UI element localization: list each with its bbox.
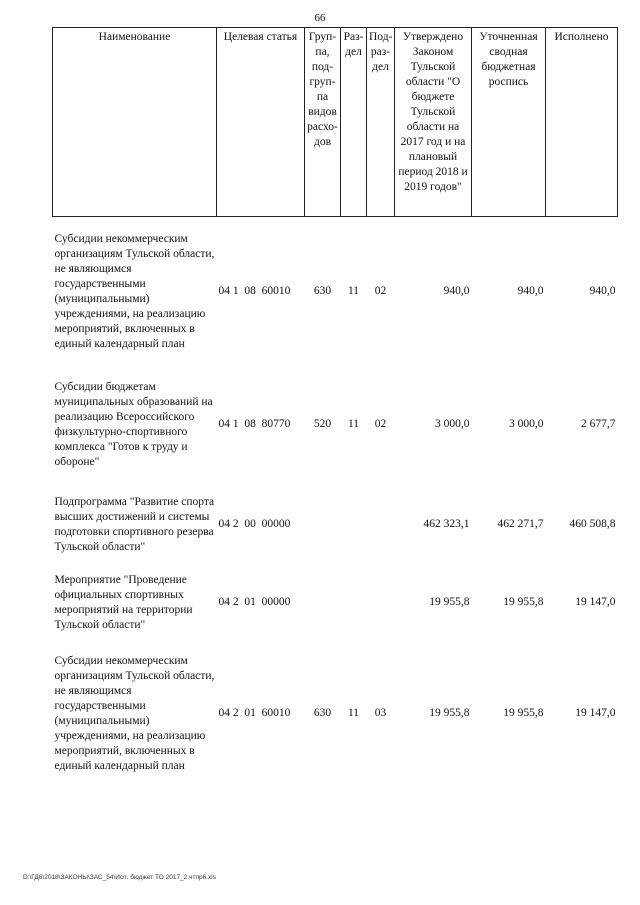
file-path-footer: D:\ГД6\2018\ЗАКОНЫ\ЗАС_54\Исп. бюджет ТО 2017_2 чтпр6.xls: [23, 874, 216, 881]
header-subsection: Под-раз-дел: [367, 28, 395, 217]
row-section: 11: [347, 285, 360, 298]
row-code: 04 2 01 60010: [218, 707, 291, 719]
header-group: Груп-па, под-груп-па видов расхо-дов: [305, 28, 341, 217]
row-refined: 19 955,8: [503, 707, 544, 719]
row-subsection: 02: [374, 285, 387, 298]
row-subsection: 02: [374, 418, 387, 430]
table-row: [53, 639, 618, 789]
row-code: 04 2 01 00000: [218, 596, 291, 608]
header-row: [53, 28, 618, 217]
row-group: [305, 483, 341, 567]
header-section: Раз-дел: [341, 28, 367, 217]
row-section: [341, 483, 367, 567]
row-approved: 19 955,8: [429, 596, 470, 608]
row-approved: 940,0: [443, 285, 470, 298]
row-approved: 462 323,1: [423, 518, 470, 530]
row-refined: 462 271,7: [497, 518, 544, 530]
header-executed: Исполнено: [546, 28, 618, 217]
row-subsection: 03: [374, 707, 387, 719]
row-section: [341, 567, 367, 639]
row-refined: 19 955,8: [503, 596, 544, 608]
row-code: 04 1 08 60010: [218, 285, 291, 298]
row-executed: 940,0: [589, 285, 616, 298]
row-group: 630: [313, 707, 332, 719]
table-row: [53, 367, 618, 483]
page-number: 66: [314, 12, 326, 24]
row-group: [305, 567, 341, 639]
row-name: Субсидии некоммерческим организациям Тульской области, не являющимся государственными (муниципальными) учреждениями, на реализацию мероприятий, включенных в единый календарный план: [54, 232, 215, 350]
row-subsection: [367, 483, 395, 567]
table-row: [53, 217, 618, 367]
row-code: 04 1 08 80770: [218, 418, 291, 430]
row-code: 04 2 00 00000: [218, 518, 291, 530]
header-refined: Уточненная сводная бюджетная роспись: [472, 28, 546, 217]
row-name: Мероприятие "Проведение официальных спортивных мероприятий на территории Тульской области": [54, 573, 193, 631]
header-approved: Утверждено Законом Тульской области "О бюджете Тульской области на 2017 год и на плановый период 2018 и 2019 годов": [395, 28, 472, 217]
row-executed: 2 677,7: [581, 418, 616, 430]
header-name: Наименование: [53, 28, 217, 217]
table-row: [53, 483, 618, 567]
row-name: Подпрограмма "Развитие спорта высших достижений и системы подготовки спортивного резерва Тульской области": [54, 495, 215, 553]
row-section: 11: [347, 418, 360, 430]
row-executed: 460 508,8: [569, 518, 616, 530]
row-section: 11: [347, 707, 360, 719]
row-executed: 19 147,0: [575, 596, 616, 608]
row-approved: 3 000,0: [435, 418, 470, 430]
row-refined: 940,0: [517, 285, 544, 298]
row-refined: 3 000,0: [509, 418, 544, 430]
row-subsection: [367, 567, 395, 639]
row-approved: 19 955,8: [429, 707, 470, 719]
row-name: Субсидии бюджетам муниципальных образований на реализацию Всероссийского физкультурно-спортивного комплекса "Готов к труду и обороне": [54, 380, 213, 468]
header-code: Целевая статья: [217, 28, 305, 217]
table-row: [53, 567, 618, 639]
row-group: 630: [313, 285, 332, 298]
row-executed: 19 147,0: [575, 707, 616, 719]
row-group: 520: [313, 418, 332, 430]
row-name: Субсидии некоммерческим организациям Тульской области, не являющимся государственными (муниципальными) учреждениями, на реализацию мероприятий, включенных в единый календарный план: [54, 654, 215, 772]
budget-table: [52, 27, 618, 789]
